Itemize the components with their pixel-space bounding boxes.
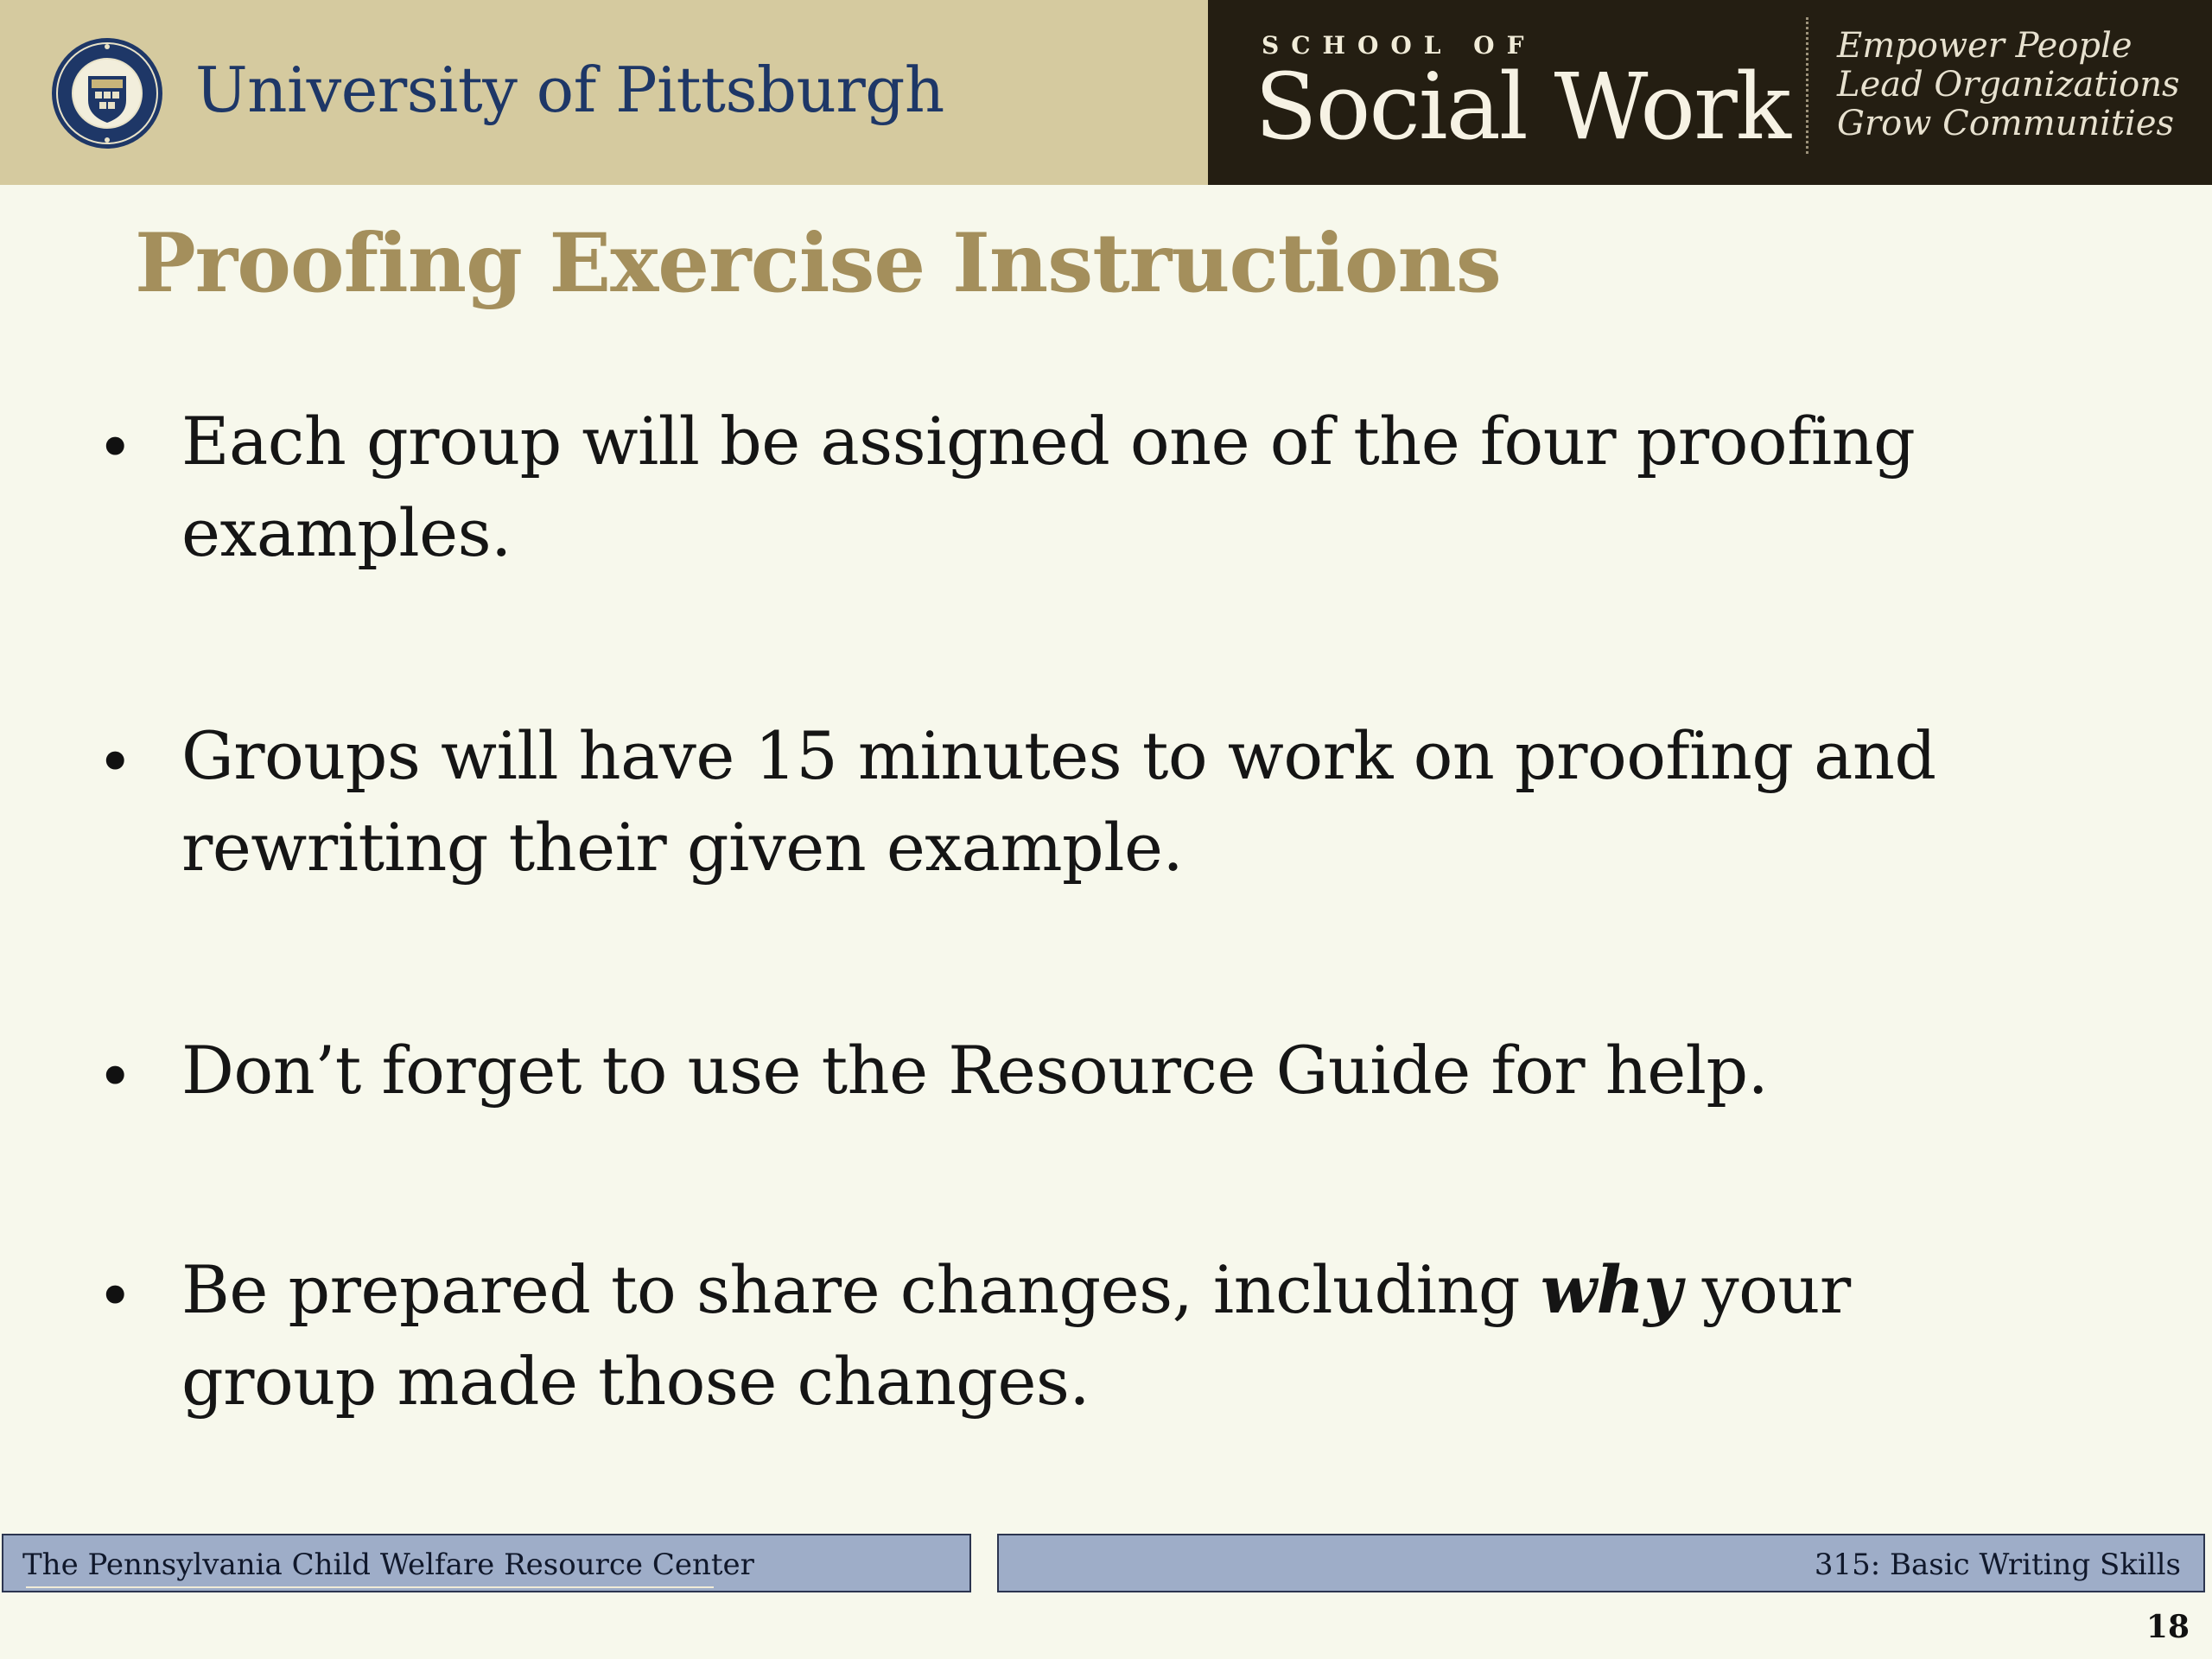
bullet-text: Groups will have 15 minutes to work on proofing and rewriting their given example.	[181, 717, 1936, 886]
bullet-emphasis-why: why	[1540, 1251, 1682, 1328]
header-university-band	[0, 0, 1208, 185]
header-divider	[1806, 17, 1808, 154]
bullet-dot-icon: •	[97, 1040, 134, 1113]
bullet-dot-icon: •	[97, 411, 134, 484]
bullet-text: Each group will be assigned one of the four proofing examples.	[181, 403, 1916, 571]
bullet-text: Don’t forget to use the Resource Guide for help.	[181, 1032, 1769, 1109]
bullet-text-after: your group made those changes.	[181, 1251, 1851, 1420]
footer-left-bar	[2, 1534, 971, 1592]
footer-right-bar	[997, 1534, 2205, 1592]
school-name: Social Work	[1255, 54, 1789, 160]
tagline-empower: Empower People	[1837, 26, 2133, 66]
page-number: 18	[2145, 1609, 2190, 1645]
tagline-grow: Grow Communities	[1837, 104, 2175, 143]
footer-underline	[26, 1586, 714, 1588]
footer-course-title: 315: Basic Writing Skills	[1814, 1548, 2181, 1582]
bullet-text-before: Be prepared to share changes, including	[181, 1251, 1541, 1328]
slide-title: Proofing Exercise Instructions	[135, 216, 1501, 311]
bullet-dot-icon: •	[97, 726, 134, 798]
footer-organization: The Pennsylvania Child Welfare Resource Center	[22, 1548, 754, 1582]
bullet-dot-icon: •	[97, 1260, 134, 1332]
school-of-label: SCHOOL OF	[1262, 31, 1536, 60]
slide-header	[0, 0, 2212, 185]
university-name: University of Pittsburgh	[195, 54, 944, 126]
bullet-text	[181, 1244, 2048, 1427]
university-seal-icon	[50, 36, 164, 150]
tagline-lead: Lead Organizations	[1837, 65, 2180, 105]
